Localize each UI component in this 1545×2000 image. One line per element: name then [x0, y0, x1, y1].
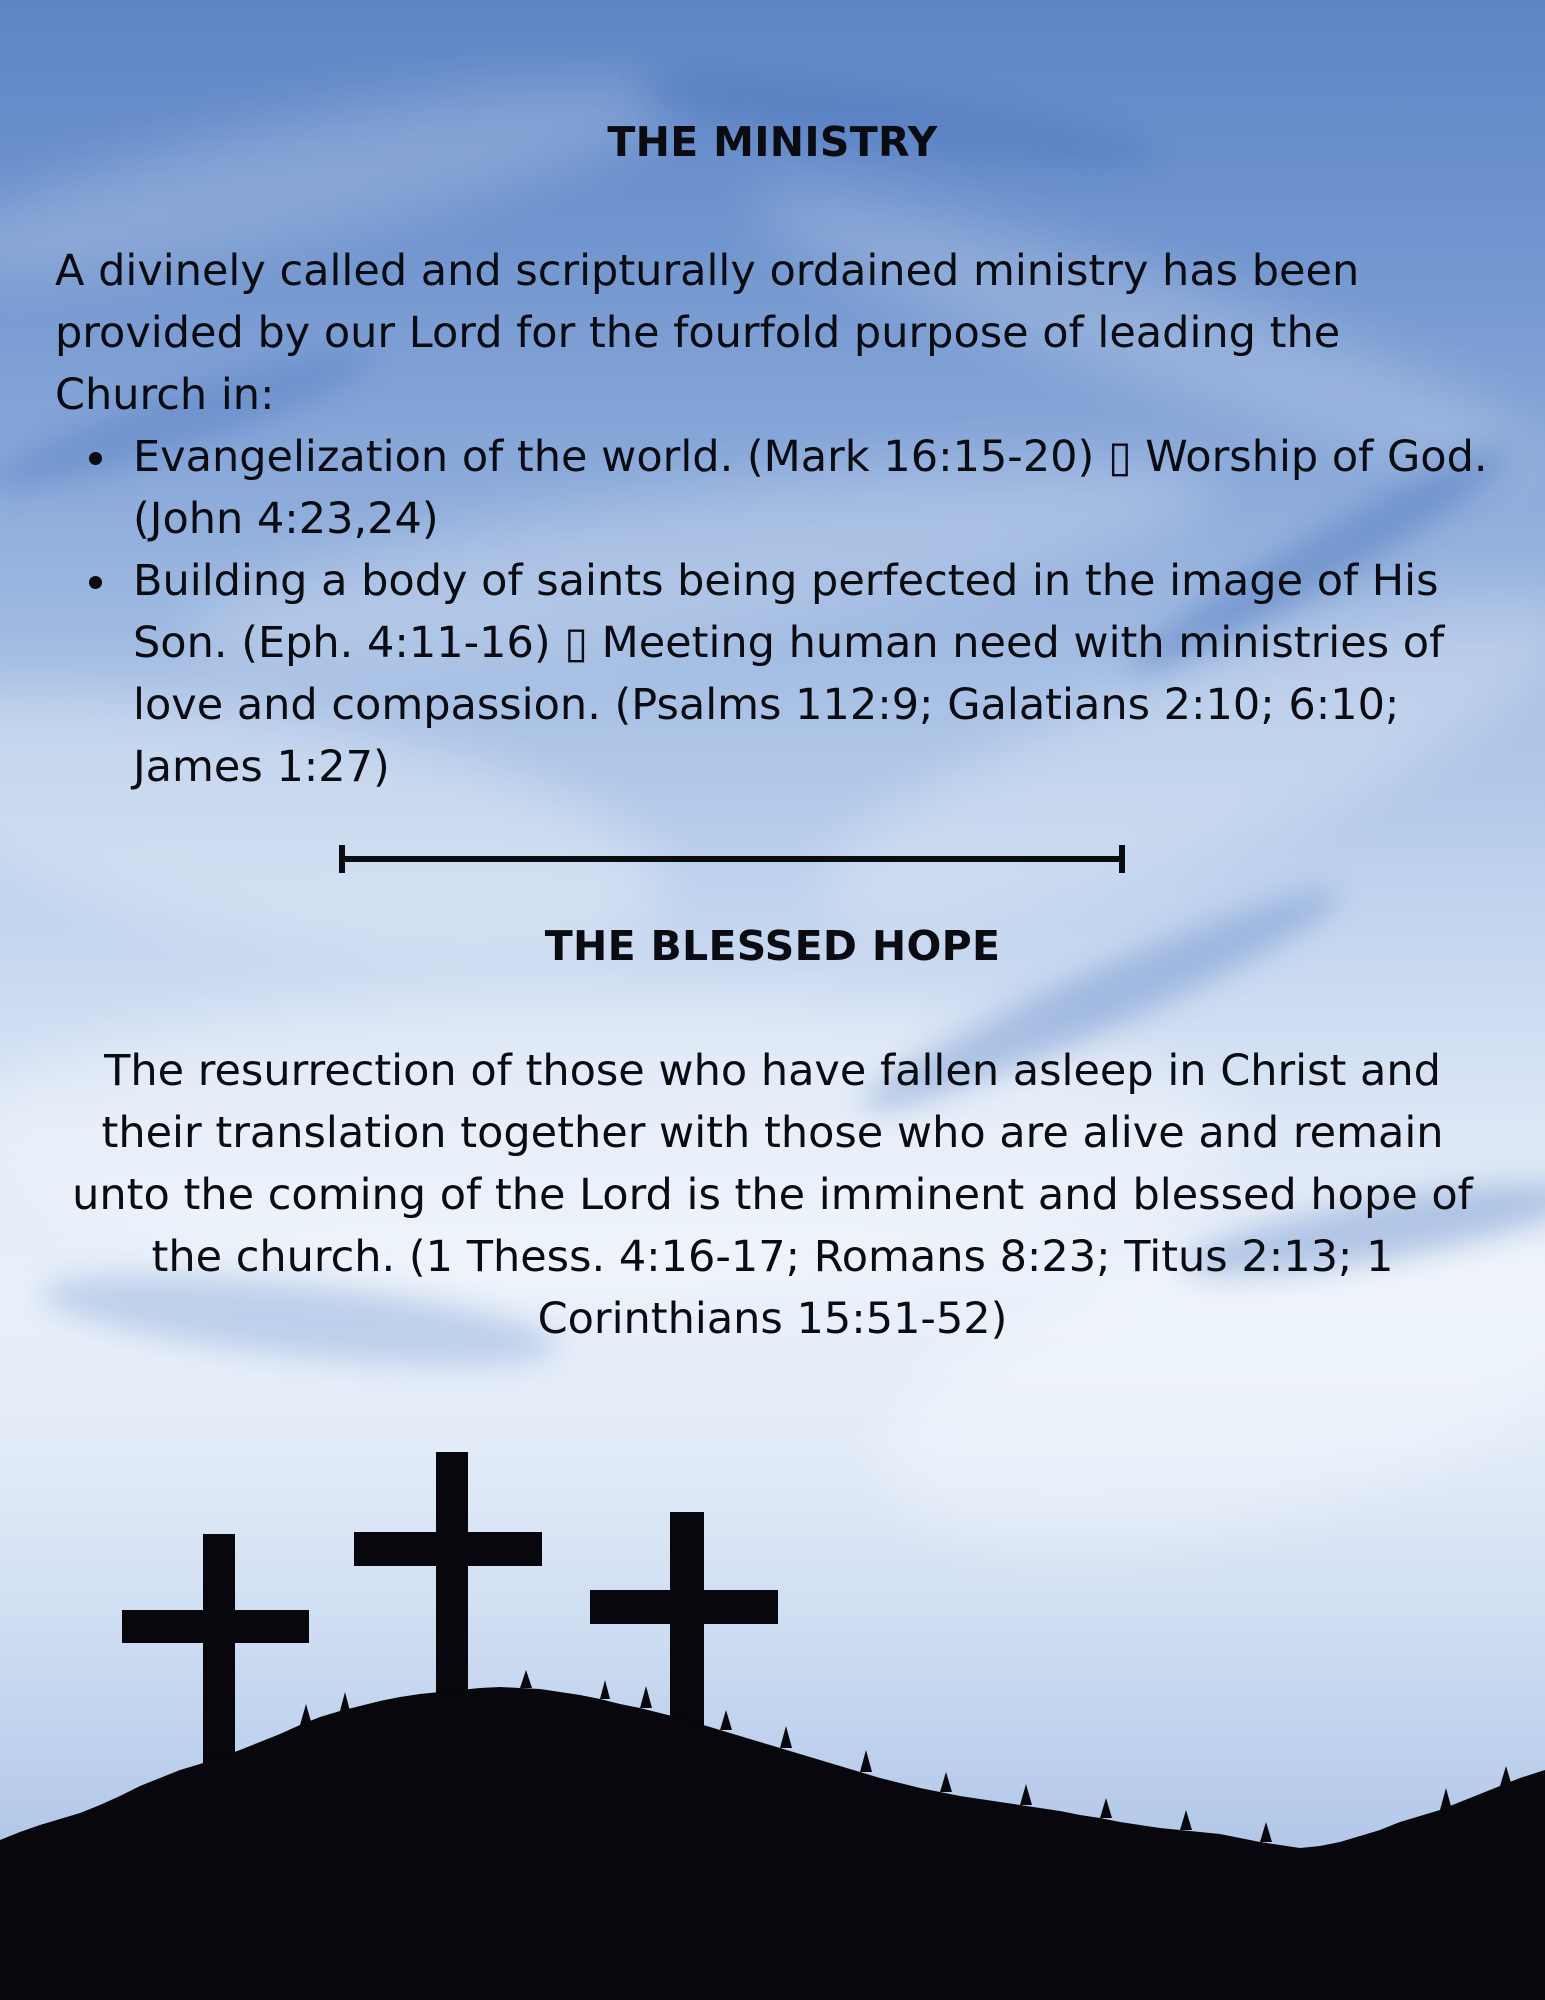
- bullet-icon: [89, 452, 102, 465]
- list-item: [133, 550, 1495, 798]
- list-item-text: Evangelization of the world. (Mark 16:15-20) ▯ Worship of God. (John 4:23,24): [133, 432, 1488, 544]
- ministry-intro-paragraph: A divinely called and scripturally ordained ministry has been provided by our Lord for the fourfold purpose of leading the Church in:: [55, 246, 1360, 420]
- list-item: [133, 426, 1495, 550]
- list-item-text: Building a body of saints being perfected in the image of His Son. (Eph. 4:11-16) ▯ Meeting human need with ministries of love and compassion. (Psalms 112:9; Galatians 2:10; 6:10; James 1:27): [133, 556, 1445, 792]
- three-crosses-hill-icon: [0, 1420, 1545, 2000]
- blessed-hope-paragraph: The resurrection of those who have fallen asleep in Christ and their translation together with those who are alive and remain unto the coming of the Lord is the imminent and blessed hope of the church. (1 Thess. 4:16-17; Romans 8:23; Titus 2:13; 1 Corinthians 15:51-52): [72, 1046, 1473, 1344]
- ministry-heading: THE MINISTRY: [607, 118, 938, 166]
- section-divider-icon: [339, 843, 1125, 875]
- blessed-hope-heading: THE BLESSED HOPE: [544, 922, 1001, 970]
- ministry-purpose-list: [55, 426, 1495, 798]
- bullet-icon: [89, 576, 102, 589]
